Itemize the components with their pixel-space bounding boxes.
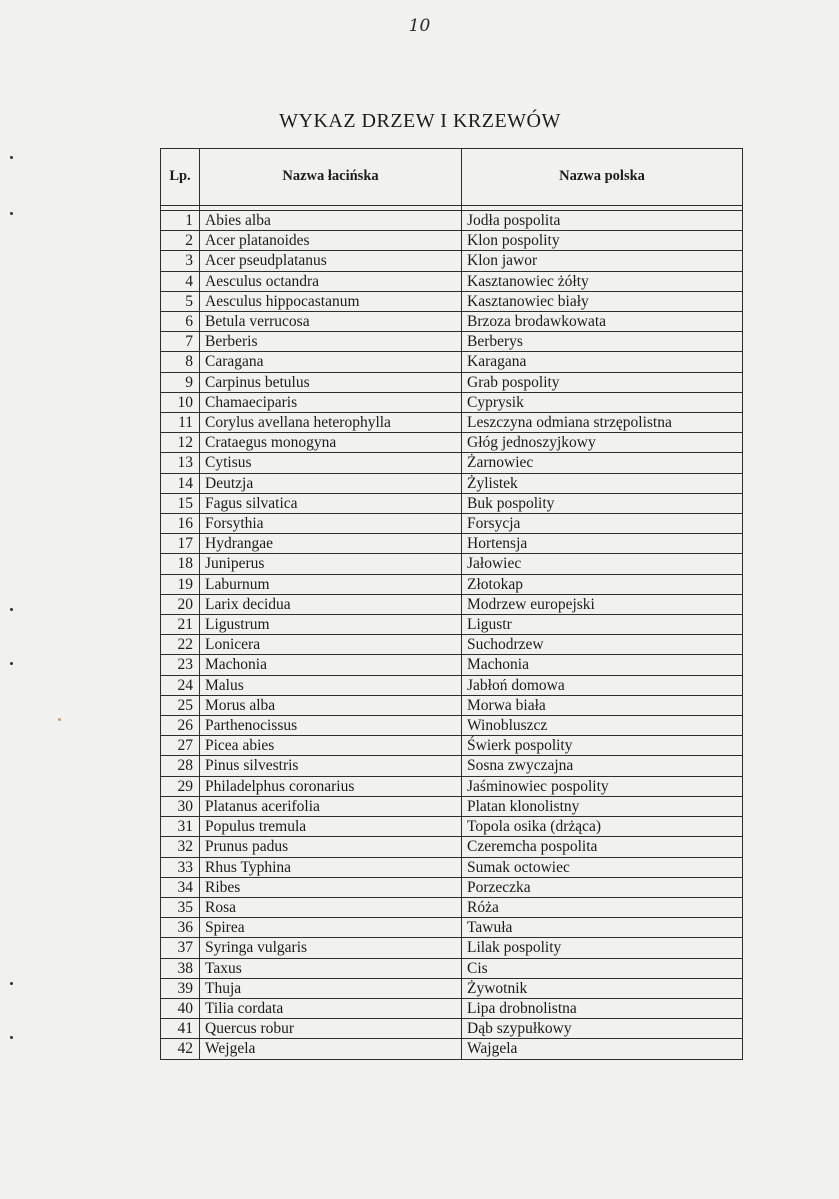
latin-name-cell: Berberis — [200, 332, 462, 352]
row-number: 28 — [161, 756, 200, 776]
row-number: 7 — [161, 332, 200, 352]
polish-name-cell: Platan klonolistny — [462, 796, 743, 816]
row-number: 12 — [161, 433, 200, 453]
polish-name-cell: Czeremcha pospolita — [462, 837, 743, 857]
latin-name-cell: Lonicera — [200, 635, 462, 655]
row-number: 25 — [161, 695, 200, 715]
row-number: 33 — [161, 857, 200, 877]
table-row — [161, 1039, 743, 1059]
row-number: 15 — [161, 493, 200, 513]
latin-name-cell: Forsythia — [200, 514, 462, 534]
polish-name-cell: Karagana — [462, 352, 743, 372]
polish-name-cell: Sumak octowiec — [462, 857, 743, 877]
latin-name-cell: Aesculus hippocastanum — [200, 291, 462, 311]
polish-name-cell: Żarnowiec — [462, 453, 743, 473]
latin-name-cell: Rosa — [200, 897, 462, 917]
polish-name-cell: Cyprysik — [462, 392, 743, 412]
margin-dot — [10, 156, 13, 159]
polish-name-cell: Berberys — [462, 332, 743, 352]
polish-name-cell: Żylistek — [462, 473, 743, 493]
latin-name-cell: Morus alba — [200, 695, 462, 715]
table-row — [161, 413, 743, 433]
table-row — [161, 635, 743, 655]
row-number: 4 — [161, 271, 200, 291]
polish-name-cell: Złotokap — [462, 574, 743, 594]
latin-name-cell: Taxus — [200, 958, 462, 978]
table-row — [161, 554, 743, 574]
latin-name-cell: Machonia — [200, 655, 462, 675]
latin-name-cell: Thuja — [200, 978, 462, 998]
polish-name-cell: Hortensja — [462, 534, 743, 554]
row-number: 40 — [161, 998, 200, 1018]
polish-name-cell: Klon jawor — [462, 251, 743, 271]
polish-name-cell: Wajgela — [462, 1039, 743, 1059]
polish-name-cell: Grab pospolity — [462, 372, 743, 392]
header-latin-name: Nazwa łacińska — [200, 149, 462, 206]
row-number: 24 — [161, 675, 200, 695]
table-row — [161, 433, 743, 453]
latin-name-cell: Parthenocissus — [200, 716, 462, 736]
table-row — [161, 312, 743, 332]
row-number: 18 — [161, 554, 200, 574]
table-row — [161, 493, 743, 513]
table-row — [161, 594, 743, 614]
polish-name-cell: Kasztanowiec żółty — [462, 271, 743, 291]
table-row — [161, 352, 743, 372]
polish-name-cell: Głóg jednoszyjkowy — [462, 433, 743, 453]
row-number: 37 — [161, 938, 200, 958]
latin-name-cell: Rhus Typhina — [200, 857, 462, 877]
polish-name-cell: Cis — [462, 958, 743, 978]
table-row — [161, 453, 743, 473]
table-row — [161, 332, 743, 352]
row-number: 10 — [161, 392, 200, 412]
latin-name-cell: Quercus robur — [200, 1019, 462, 1039]
polish-name-cell: Forsycja — [462, 514, 743, 534]
row-number: 21 — [161, 615, 200, 635]
row-number: 1 — [161, 211, 200, 231]
latin-name-cell: Corylus avellana heterophylla — [200, 413, 462, 433]
latin-name-cell: Populus tremula — [200, 817, 462, 837]
latin-name-cell: Philadelphus coronarius — [200, 776, 462, 796]
latin-name-cell: Tilia cordata — [200, 998, 462, 1018]
table-row — [161, 251, 743, 271]
table-row — [161, 716, 743, 736]
latin-name-cell: Chamaeciparis — [200, 392, 462, 412]
latin-name-cell: Acer pseudplatanus — [200, 251, 462, 271]
table-row — [161, 534, 743, 554]
margin-dot — [58, 718, 61, 721]
table-row — [161, 372, 743, 392]
latin-name-cell: Pinus silvestris — [200, 756, 462, 776]
table-row — [161, 392, 743, 412]
row-number: 23 — [161, 655, 200, 675]
polish-name-cell: Żywotnik — [462, 978, 743, 998]
polish-name-cell: Lipa drobnolistna — [462, 998, 743, 1018]
table-row — [161, 877, 743, 897]
margin-dot — [10, 662, 13, 665]
row-number: 11 — [161, 413, 200, 433]
table-row — [161, 837, 743, 857]
row-number: 35 — [161, 897, 200, 917]
table-row — [161, 938, 743, 958]
table-row — [161, 291, 743, 311]
latin-name-cell: Ligustrum — [200, 615, 462, 635]
latin-name-cell: Syringa vulgaris — [200, 938, 462, 958]
table-row — [161, 736, 743, 756]
polish-name-cell: Tawuła — [462, 918, 743, 938]
polish-name-cell: Brzoza brodawkowata — [462, 312, 743, 332]
row-number: 31 — [161, 817, 200, 837]
row-number: 29 — [161, 776, 200, 796]
table-row — [161, 998, 743, 1018]
latin-name-cell: Prunus padus — [200, 837, 462, 857]
table-row — [161, 796, 743, 816]
page-title: WYKAZ DRZEW I KRZEWÓW — [279, 110, 561, 132]
row-number: 17 — [161, 534, 200, 554]
header-polish-name: Nazwa polska — [462, 149, 743, 206]
row-number: 6 — [161, 312, 200, 332]
header-lp: Lp. — [161, 149, 200, 206]
latin-name-cell: Acer platanoides — [200, 231, 462, 251]
margin-dot — [10, 1036, 13, 1039]
row-number: 16 — [161, 514, 200, 534]
table-row — [161, 231, 743, 251]
table-row — [161, 473, 743, 493]
table-row — [161, 958, 743, 978]
table-row — [161, 655, 743, 675]
latin-name-cell: Betula verrucosa — [200, 312, 462, 332]
polish-name-cell: Porzeczka — [462, 877, 743, 897]
page-number: 10 — [408, 16, 431, 36]
table-row — [161, 574, 743, 594]
latin-name-cell: Fagus silvatica — [200, 493, 462, 513]
table-row — [161, 1019, 743, 1039]
polish-name-cell: Leszczyna odmiana strzępolistna — [462, 413, 743, 433]
latin-name-cell: Ribes — [200, 877, 462, 897]
table-row — [161, 271, 743, 291]
polish-name-cell: Jabłoń domowa — [462, 675, 743, 695]
polish-name-cell: Kasztanowiec biały — [462, 291, 743, 311]
table-row — [161, 211, 743, 231]
latin-name-cell: Crataegus monogyna — [200, 433, 462, 453]
margin-dot — [10, 608, 13, 611]
table-row — [161, 776, 743, 796]
polish-name-cell: Jodła pospolita — [462, 211, 743, 231]
row-number: 14 — [161, 473, 200, 493]
row-number: 36 — [161, 918, 200, 938]
row-number: 9 — [161, 372, 200, 392]
row-number: 3 — [161, 251, 200, 271]
latin-name-cell: Hydrangae — [200, 534, 462, 554]
row-number: 26 — [161, 716, 200, 736]
latin-name-cell: Wejgela — [200, 1039, 462, 1059]
polish-name-cell: Machonia — [462, 655, 743, 675]
latin-name-cell: Caragana — [200, 352, 462, 372]
polish-name-cell: Róża — [462, 897, 743, 917]
polish-name-cell: Sosna zwyczajna — [462, 756, 743, 776]
table-row — [161, 817, 743, 837]
margin-dot — [10, 982, 13, 985]
row-number: 2 — [161, 231, 200, 251]
row-number: 19 — [161, 574, 200, 594]
row-number: 20 — [161, 594, 200, 614]
latin-name-cell: Abies alba — [200, 211, 462, 231]
row-number: 38 — [161, 958, 200, 978]
table-row — [161, 918, 743, 938]
polish-name-cell: Winobluszcz — [462, 716, 743, 736]
polish-name-cell: Jałowiec — [462, 554, 743, 574]
latin-name-cell: Laburnum — [200, 574, 462, 594]
polish-name-cell: Ligustr — [462, 615, 743, 635]
row-number: 41 — [161, 1019, 200, 1039]
polish-name-cell: Dąb szypułkowy — [462, 1019, 743, 1039]
latin-name-cell: Deutzja — [200, 473, 462, 493]
polish-name-cell: Klon pospolity — [462, 231, 743, 251]
table-row — [161, 897, 743, 917]
table-row — [161, 514, 743, 534]
polish-name-cell: Świerk pospolity — [462, 736, 743, 756]
row-number: 32 — [161, 837, 200, 857]
polish-name-cell: Lilak pospolity — [462, 938, 743, 958]
row-number: 8 — [161, 352, 200, 372]
row-number: 13 — [161, 453, 200, 473]
table-row — [161, 695, 743, 715]
row-number: 39 — [161, 978, 200, 998]
table-row — [161, 756, 743, 776]
row-number: 34 — [161, 877, 200, 897]
table-row — [161, 857, 743, 877]
latin-name-cell: Carpinus betulus — [200, 372, 462, 392]
row-number: 27 — [161, 736, 200, 756]
polish-name-cell: Buk pospolity — [462, 493, 743, 513]
polish-name-cell: Suchodrzew — [462, 635, 743, 655]
latin-name-cell: Spirea — [200, 918, 462, 938]
table-row — [161, 615, 743, 635]
species-table — [160, 148, 743, 1060]
latin-name-cell: Juniperus — [200, 554, 462, 574]
row-number: 5 — [161, 291, 200, 311]
latin-name-cell: Picea abies — [200, 736, 462, 756]
row-number: 30 — [161, 796, 200, 816]
polish-name-cell: Morwa biała — [462, 695, 743, 715]
latin-name-cell: Cytisus — [200, 453, 462, 473]
table-header-row — [161, 149, 743, 206]
row-number: 22 — [161, 635, 200, 655]
latin-name-cell: Platanus acerifolia — [200, 796, 462, 816]
margin-dot — [10, 212, 13, 215]
polish-name-cell: Topola osika (drżąca) — [462, 817, 743, 837]
table-row — [161, 675, 743, 695]
latin-name-cell: Aesculus octandra — [200, 271, 462, 291]
latin-name-cell: Larix decidua — [200, 594, 462, 614]
row-number: 42 — [161, 1039, 200, 1059]
polish-name-cell: Jaśminowiec pospolity — [462, 776, 743, 796]
polish-name-cell: Modrzew europejski — [462, 594, 743, 614]
table-row — [161, 978, 743, 998]
latin-name-cell: Malus — [200, 675, 462, 695]
